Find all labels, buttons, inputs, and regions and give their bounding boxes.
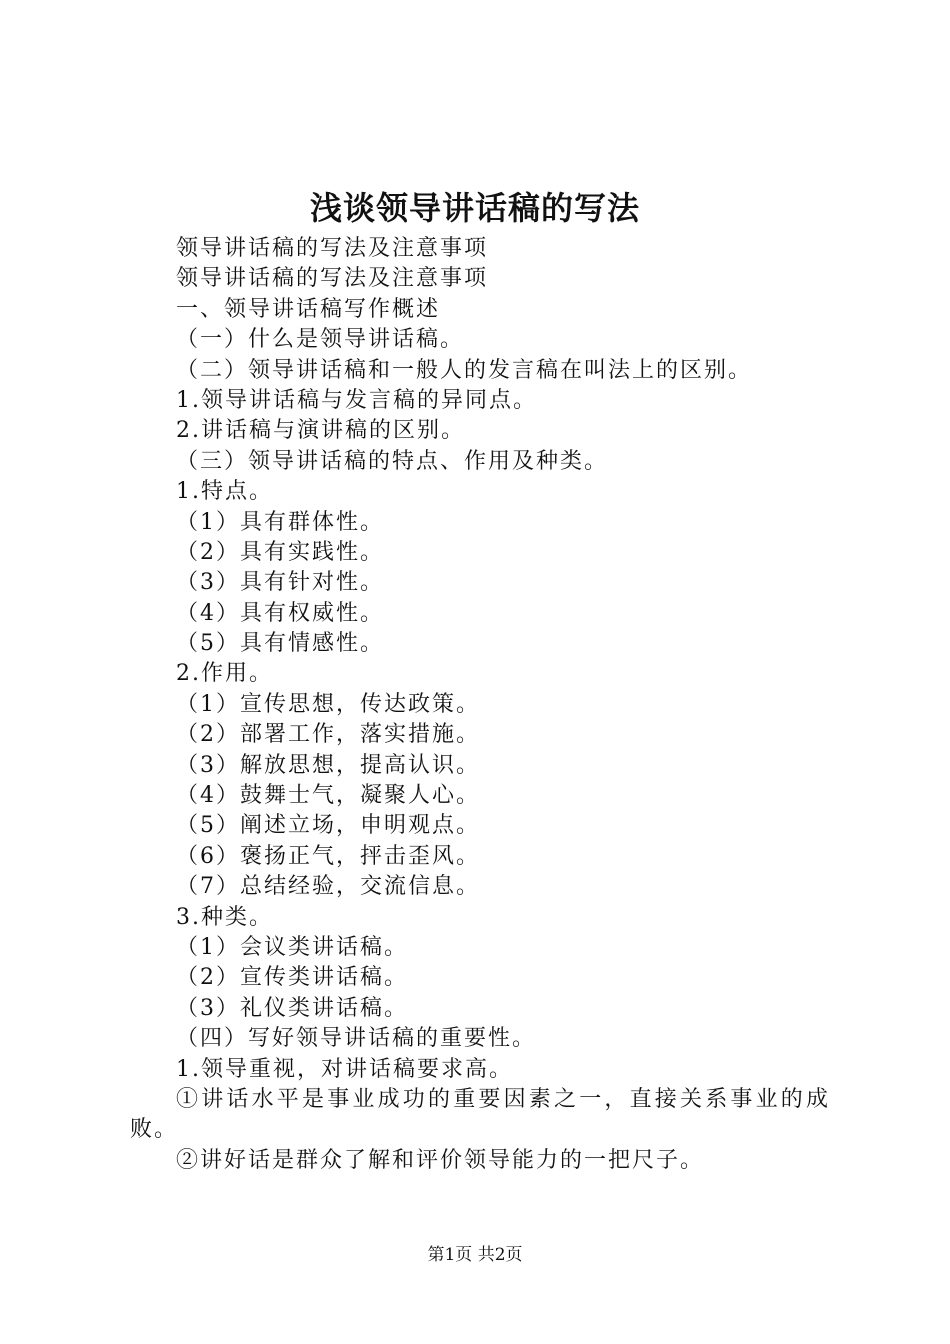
document-title: 浅谈领导讲话稿的写法 xyxy=(309,189,640,227)
page-footer: 第1页 共2页 xyxy=(427,1245,523,1265)
document-body xyxy=(130,234,830,1176)
list-item: （3）礼仪类讲话稿。 xyxy=(176,995,408,1021)
section-heading: 一、领导讲话稿写作概述 xyxy=(176,296,441,322)
body-line: （三）领导讲话稿的特点、作用及种类。 xyxy=(176,448,609,474)
body-line: （一）什么是领导讲话稿。 xyxy=(176,327,465,353)
paragraph: ①讲话水平是事业成功的重要因素之一，直接关系事业的成败。 xyxy=(130,1086,830,1143)
list-item: （1）具有群体性。 xyxy=(176,509,384,535)
body-line: 1.领导重视，对讲话稿要求高。 xyxy=(176,1056,513,1082)
body-line: （四）写好领导讲话稿的重要性。 xyxy=(176,1026,537,1052)
list-item: （5）阐述立场，申明观点。 xyxy=(176,813,480,839)
body-line: 1.特点。 xyxy=(176,479,273,505)
list-item: （1）会议类讲话稿。 xyxy=(176,934,408,960)
body-line: 领导讲话稿的写法及注意事项 xyxy=(176,236,489,261)
list-item: （4）鼓舞士气，凝聚人心。 xyxy=(176,783,480,809)
list-item: （6）褒扬正气，抨击歪风。 xyxy=(176,843,480,869)
paragraph: ②讲好话是群众了解和评价领导能力的一把尺子。 xyxy=(176,1147,705,1173)
list-item: （1）宣传思想，传达政策。 xyxy=(176,691,480,717)
body-line: （二）领导讲话稿和一般人的发言稿在叫法上的区别。 xyxy=(176,357,753,383)
list-item: （5）具有情感性。 xyxy=(176,631,384,657)
body-line: 领导讲话稿的写法及注意事项 xyxy=(176,266,489,292)
list-item: （3）具有针对性。 xyxy=(176,570,384,596)
list-item: （3）解放思想，提高认识。 xyxy=(176,752,480,778)
body-line: 2.作用。 xyxy=(176,661,273,687)
list-item: （2）具有实践性。 xyxy=(176,539,384,565)
body-line: 2.讲话稿与演讲稿的区别。 xyxy=(176,418,465,444)
body-line: 3.种类。 xyxy=(176,904,273,930)
body-line: 1.领导讲话稿与发言稿的异同点。 xyxy=(176,387,537,413)
list-item: （2）部署工作，落实措施。 xyxy=(176,722,480,748)
list-item: （4）具有权威性。 xyxy=(176,600,384,626)
list-item: （2）宣传类讲话稿。 xyxy=(176,965,408,991)
list-item: （7）总结经验，交流信息。 xyxy=(176,874,480,900)
